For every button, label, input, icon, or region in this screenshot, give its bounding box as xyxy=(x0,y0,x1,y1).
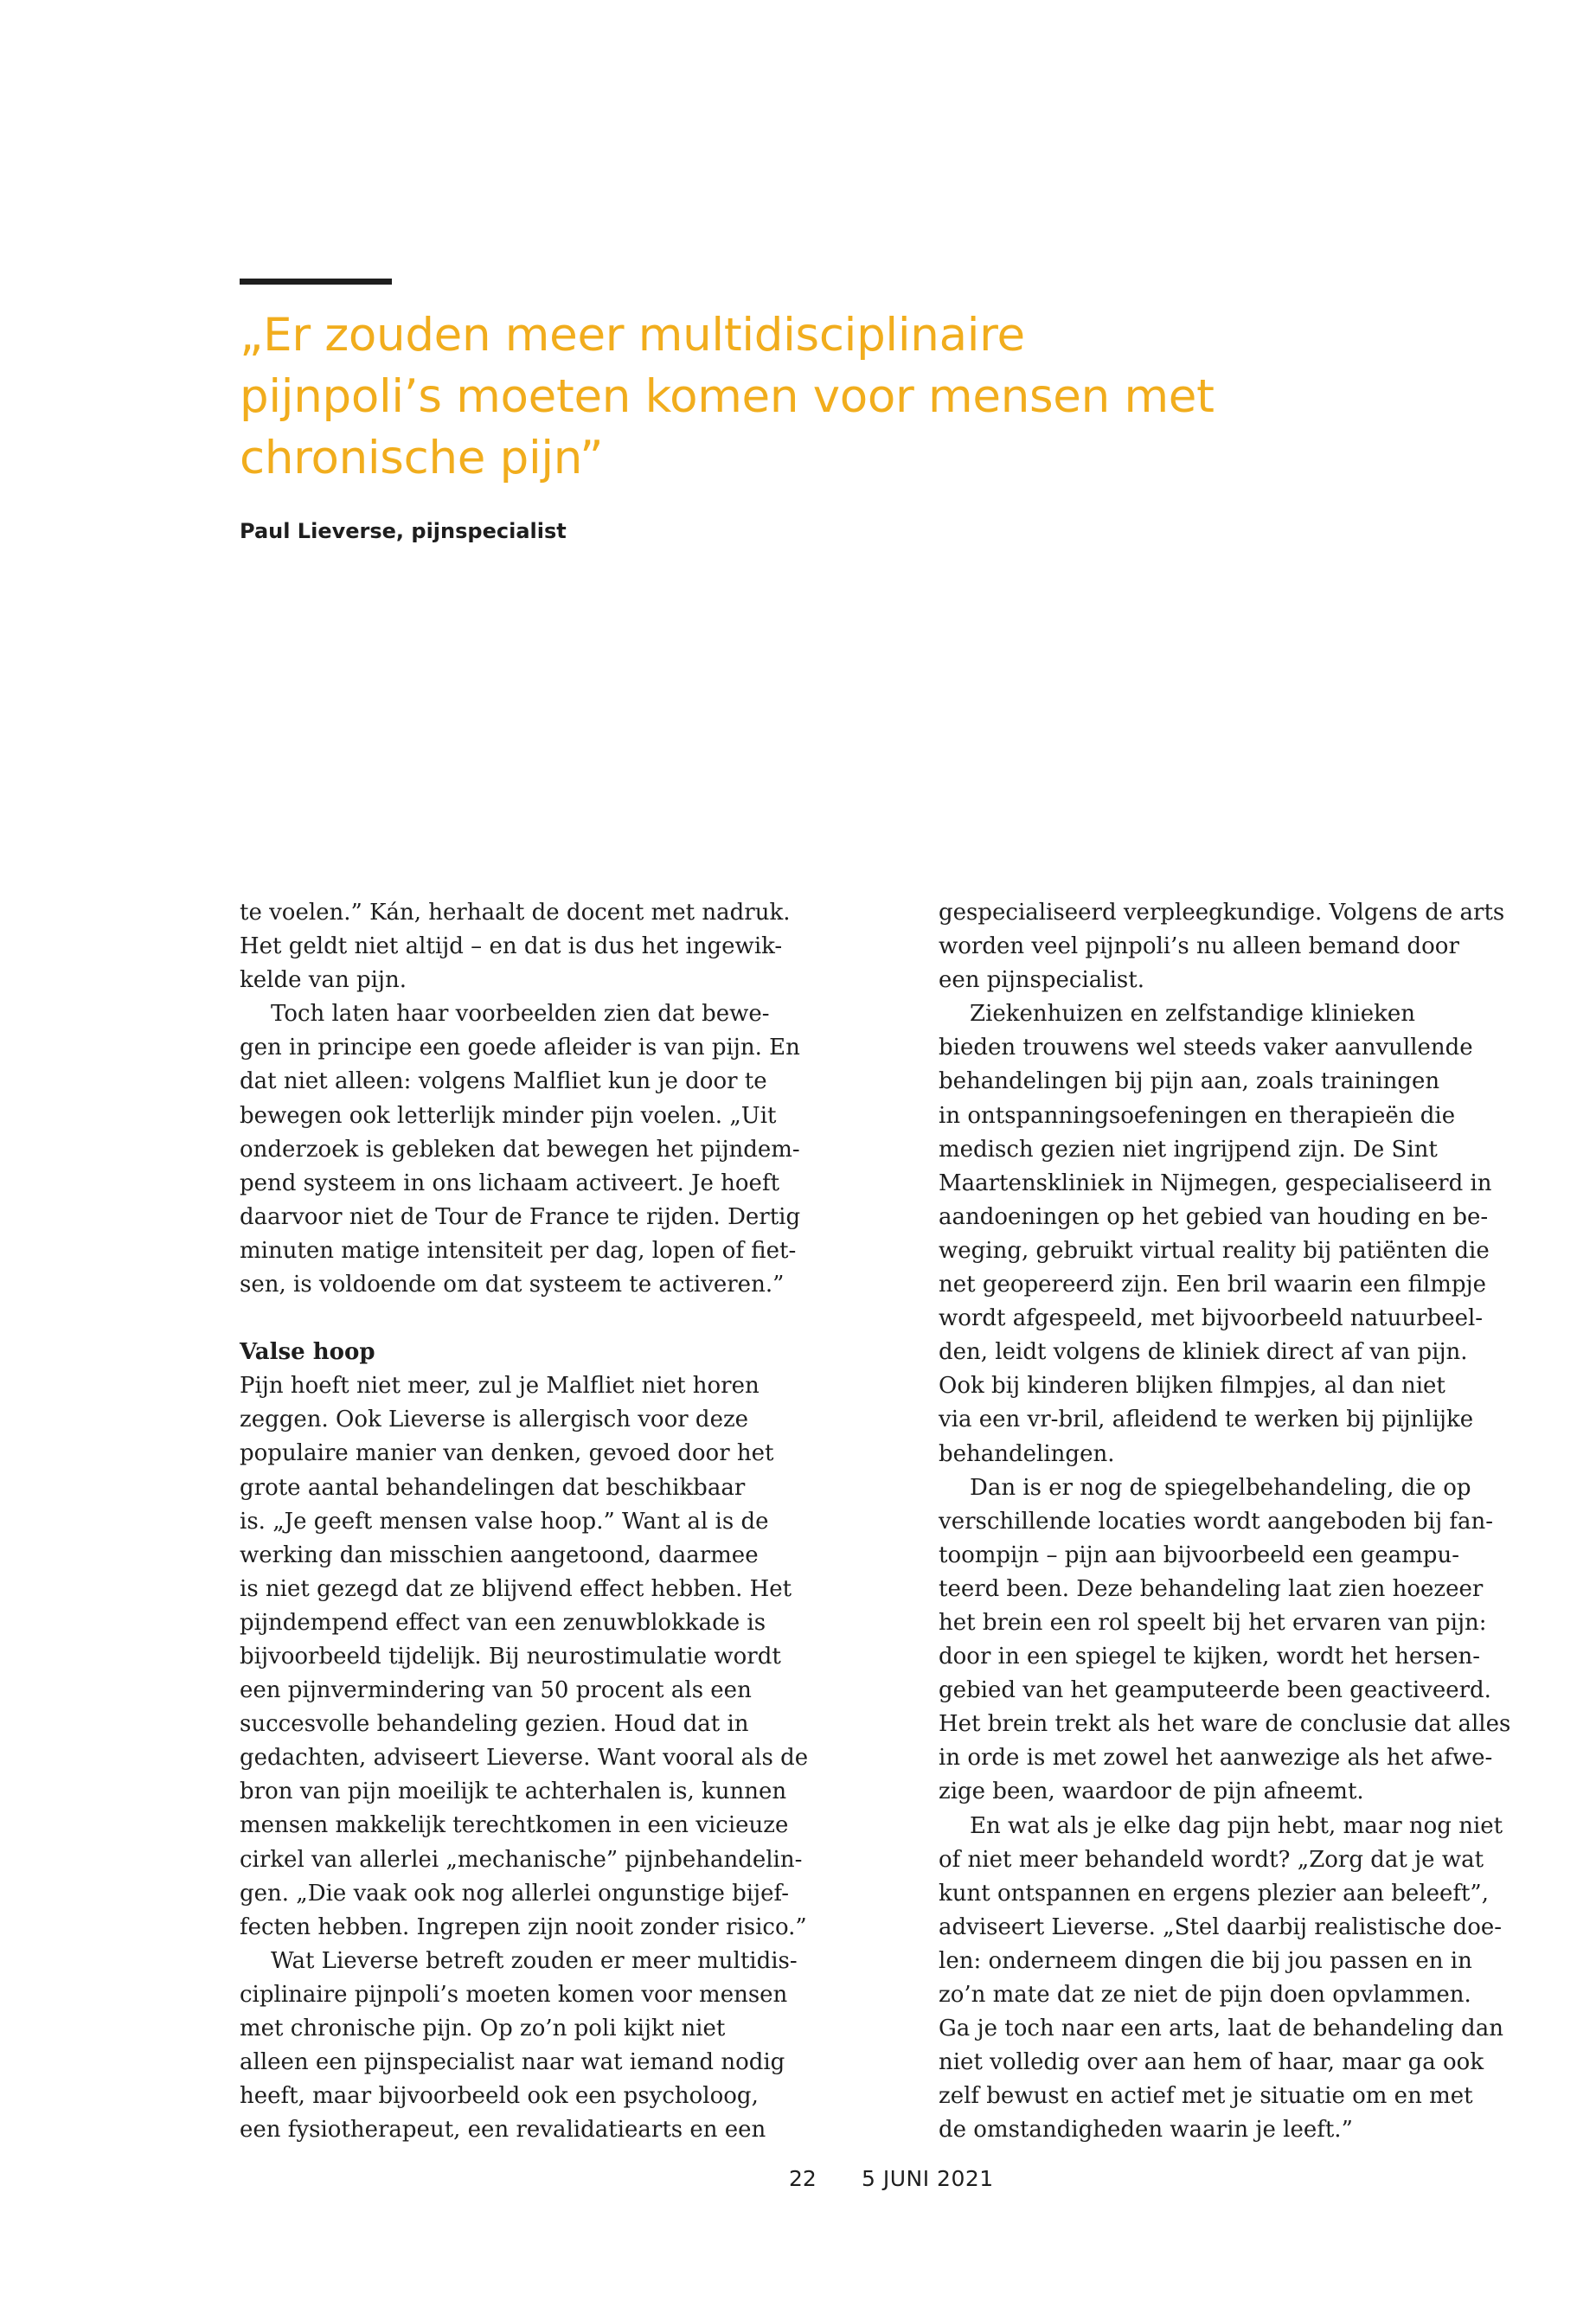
issue-date: 5 JUNI 2021 xyxy=(862,2166,994,2191)
text-line: grote aantal behandelingen dat beschikbaar xyxy=(240,1474,746,1501)
pullquote-rule xyxy=(240,279,392,285)
text-line: minuten matige intensiteit per dag, lopen of fiet- xyxy=(240,1237,797,1264)
page-number: 22 xyxy=(789,2166,817,2191)
text-line: door in een spiegel te kijken, wordt het hersen- xyxy=(939,1644,1481,1670)
text-line: teerd been. Deze behandeling laat zien hoezeer xyxy=(939,1575,1484,1602)
article-column-right xyxy=(939,896,1511,2147)
paragraph xyxy=(939,997,1492,1471)
text-line: populaire manier van denken, gevoed door het xyxy=(240,1440,774,1467)
text-line: niet volledig over aan hem of haar, maar ga ook xyxy=(939,2049,1484,2076)
text-line: behandelingen. xyxy=(939,1440,1115,1467)
text-line: verschillende locaties wordt aangeboden bij fan- xyxy=(939,1508,1494,1535)
paragraph xyxy=(939,1471,1511,1810)
text-line: pend systeem in ons lichaam activeert. Je hoeft xyxy=(240,1170,780,1196)
text-line: te voelen.” Kán, herhaalt de docent met nadruk. xyxy=(240,900,791,926)
text-line: alleen een pijnspecialist naar wat iemand nodig xyxy=(240,2049,785,2076)
text-line: fecten hebben. Ingrepen zijn nooit zonder risico.” xyxy=(240,1913,807,1940)
text-line: behandelingen bij pijn aan, zoals trainingen xyxy=(939,1068,1440,1095)
text-line: bewegen ook letterlijk minder pijn voelen. „Uit xyxy=(240,1102,777,1129)
text-line: pijndempend effect van een zenuwblokkade is xyxy=(240,1609,766,1636)
pullquote-attribution: Paul Lieverse, pijnspecialist xyxy=(240,519,567,543)
text-line: worden veel pijnpoli’s nu alleen bemand door xyxy=(939,933,1459,960)
text-line: sen, is voldoende om dat systeem te activeren.” xyxy=(240,1272,785,1298)
text-line: gedachten, adviseert Lieverse. Want vooral als de xyxy=(240,1745,809,1772)
pullquote-line: chronische pijn” xyxy=(240,432,604,484)
paragraph xyxy=(240,1369,809,1945)
text-line: in orde is met zowel het aanwezige als het afwe- xyxy=(939,1745,1493,1772)
text-line: bijvoorbeeld tijdelijk. Bij neurostimulatie wordt xyxy=(240,1643,781,1670)
article-column-left xyxy=(240,896,809,2147)
text-line: Toch laten haar voorbeelden zien dat bewe- xyxy=(271,1001,770,1028)
text-line: is niet gezegd dat ze blijvend effect hebben. Het xyxy=(240,1575,792,1602)
text-line: Ook bij kinderen blijken filmpjes, al dan niet xyxy=(939,1373,1445,1400)
paragraph xyxy=(240,1945,798,2148)
pullquote-line: „Er zouden meer multidisciplinaire xyxy=(240,309,1025,362)
paragraph xyxy=(939,1810,1503,2148)
pullquote-line: pijnpoli’s moeten komen voor mensen met xyxy=(240,370,1215,423)
text-line: gespecialiseerd verpleegkundige. Volgens de arts xyxy=(939,900,1505,926)
paragraph xyxy=(939,896,1505,997)
text-line: bron van pijn moeilijk te achterhalen is, kunnen xyxy=(240,1779,787,1805)
text-line: daarvoor niet de Tour de France te rijden. Dertig xyxy=(240,1203,801,1230)
text-line: een fysiotherapeut, een revalidatiearts en een xyxy=(240,2117,766,2144)
text-line: gen in principe een goede afleider is van pijn. En xyxy=(240,1035,800,1061)
text-line: in ontspanningsoefeningen en therapieën die xyxy=(939,1102,1456,1129)
text-line: medisch gezien niet ingrijpend zijn. De Sint xyxy=(939,1136,1438,1163)
text-line: gen. „Die vaak ook nog allerlei ongunstige bijef- xyxy=(240,1880,789,1907)
text-line: ciplinaire pijnpoli’s moeten komen voor mensen xyxy=(240,1981,788,2008)
text-line: mensen makkelijk terechtkomen in een vicieuze xyxy=(240,1812,789,1839)
text-line: de omstandigheden waarin je leeft.” xyxy=(939,2117,1353,2144)
text-line: wordt afgespeeld, met bijvoorbeeld natuurbeel- xyxy=(939,1305,1484,1332)
text-line: adviseert Lieverse. „Stel daarbij realistische doe- xyxy=(939,1913,1503,1940)
text-line: Ga je toch naar een arts, laat de behandeling dan xyxy=(939,2016,1503,2042)
text-line: zeggen. Ook Lieverse is allergisch voor deze xyxy=(240,1407,749,1433)
text-line: En wat als je elke dag pijn hebt, maar nog niet xyxy=(970,1812,1503,1839)
text-line: net geopereerd zijn. Een bril waarin een filmpje xyxy=(939,1272,1486,1298)
text-line: bieden trouwens wel steeds vaker aanvullende xyxy=(939,1035,1473,1061)
text-line: Pijn hoeft niet meer, zul je Malfliet niet horen xyxy=(240,1373,760,1400)
text-line: een pijnspecialist. xyxy=(939,967,1144,994)
paragraph xyxy=(240,997,801,1302)
text-line: weging, gebruikt virtual reality bij patiënten die xyxy=(939,1237,1490,1264)
text-line: len: onderneem dingen die bij jou passen en in xyxy=(939,1947,1472,1974)
text-line: onderzoek is gebleken dat bewegen het pijndem- xyxy=(240,1136,800,1163)
text-line: met chronische pijn. Op zo’n poli kijkt niet xyxy=(240,2016,726,2041)
text-line: toompijn – pijn aan bijvoorbeeld een geampu- xyxy=(939,1541,1459,1568)
text-line: heeft, maar bijvoorbeeld ook een psycholoog, xyxy=(240,2083,759,2110)
text-line: kelde van pijn. xyxy=(240,967,407,994)
text-line: Ziekenhuizen en zelfstandige klinieken xyxy=(970,1001,1415,1028)
spacer xyxy=(240,1302,793,1336)
text-line: Dan is er nog de spiegelbehandeling, die op xyxy=(970,1474,1471,1501)
text-line: zige been, waardoor de pijn afneemt. xyxy=(939,1779,1364,1805)
text-line: zo’n mate dat ze niet de pijn doen opvlammen. xyxy=(939,1982,1471,2008)
text-line: het brein een rol speelt bij het ervaren van pijn: xyxy=(939,1609,1487,1636)
text-line: Wat Lieverse betreft zouden er meer multidis- xyxy=(271,1947,798,1974)
text-line: een pijnvermindering van 50 procent als een xyxy=(240,1677,752,1704)
text-line: succesvolle behandeling gezien. Houd dat in xyxy=(240,1711,749,1738)
paragraph xyxy=(240,896,793,997)
text-line: Maartenskliniek in Nijmegen, gespecialiseerd in xyxy=(939,1170,1492,1196)
text-line: werking dan misschien aangetoond, daarmee xyxy=(240,1541,759,1568)
text-line: via een vr-bril, afleidend te werken bij pijnlijke xyxy=(939,1407,1474,1433)
text-line: cirkel van allerlei „mechanische” pijnbehandelin- xyxy=(240,1846,803,1873)
text-line: gebied van het geamputeerde been geactiveerd. xyxy=(939,1677,1491,1704)
text-line: is. „Je geeft mensen valse hoop.” Want al is de xyxy=(240,1508,769,1535)
text-line: aandoeningen op het gebied van houding en be- xyxy=(939,1203,1489,1230)
text-line: zelf bewust en actief met je situatie om en met xyxy=(939,2083,1473,2110)
subheading: Valse hoop xyxy=(240,1339,375,1366)
text-line: Het geldt niet altijd – en dat is dus het ingewik- xyxy=(240,933,783,960)
text-line: dat niet alleen: volgens Malfliet kun je door te xyxy=(240,1068,767,1095)
text-line: of niet meer behandeld wordt? „Zorg dat je wat xyxy=(939,1846,1484,1873)
text-line: Het brein trekt als het ware de conclusie dat alles xyxy=(939,1711,1511,1738)
text-line: den, leidt volgens de kliniek direct af van pijn. xyxy=(939,1339,1468,1366)
pullquote xyxy=(240,304,1321,489)
text-line: kunt ontspannen en ergens plezier aan beleeft”, xyxy=(939,1880,1489,1907)
